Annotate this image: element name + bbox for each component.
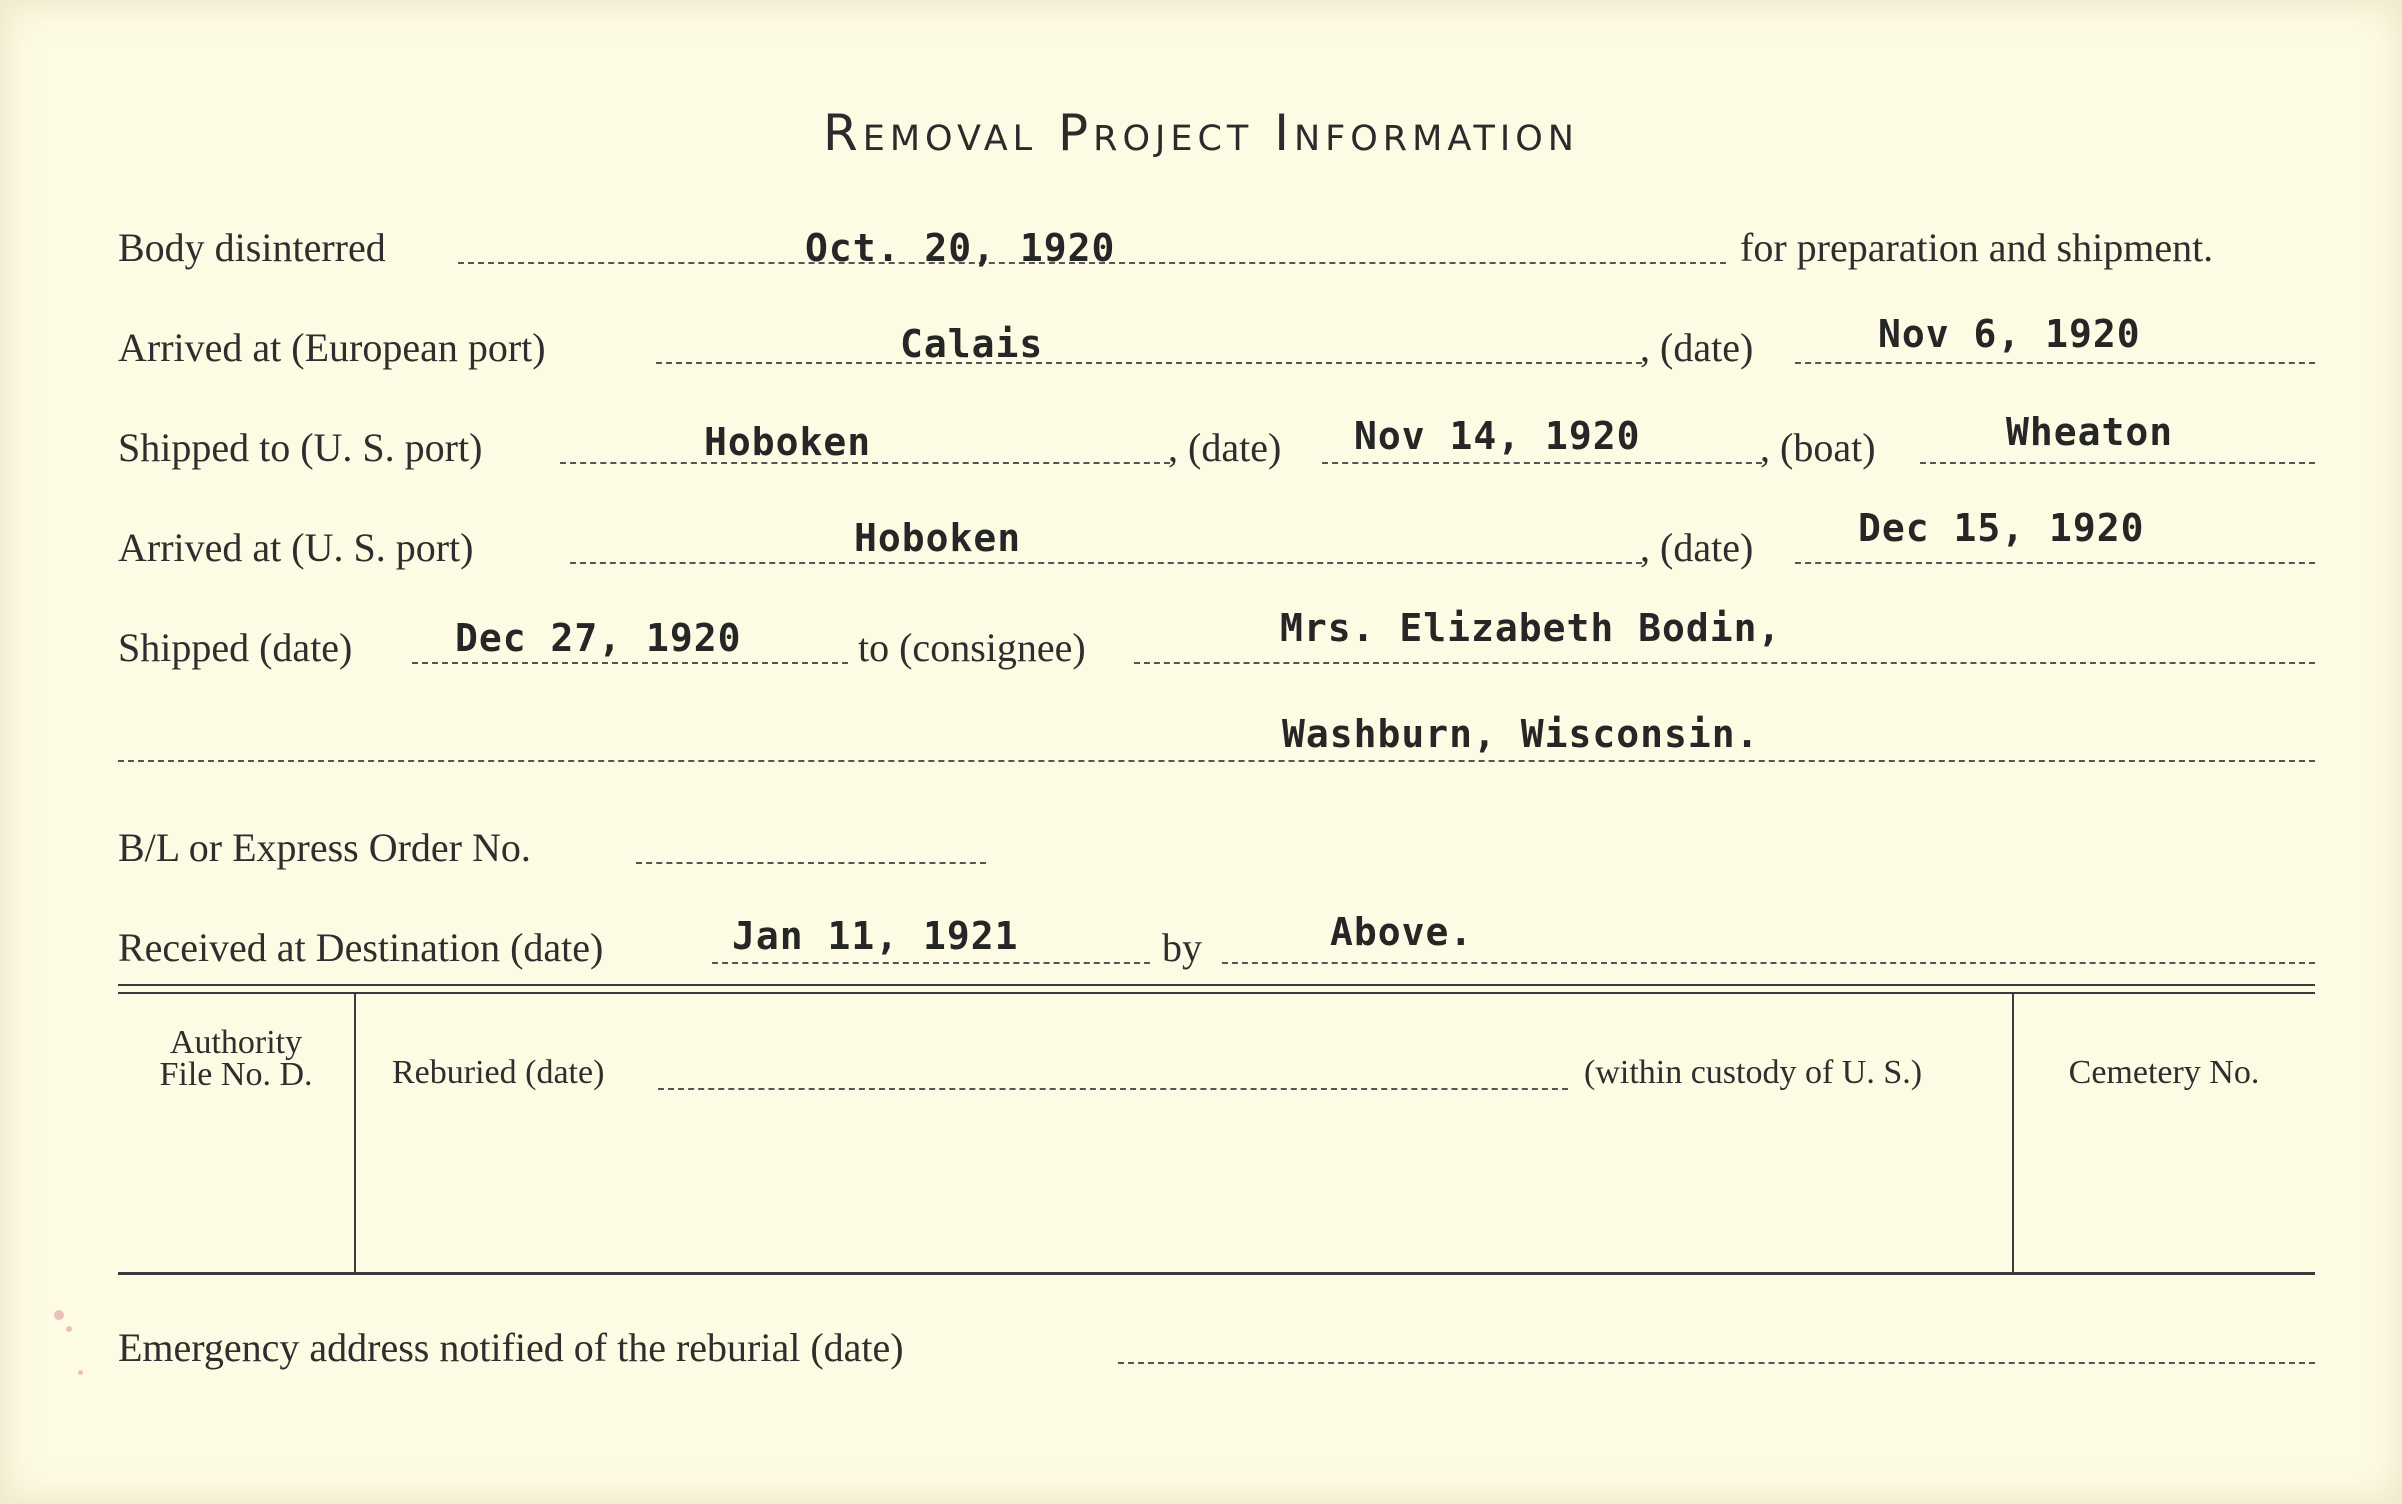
- shipped-date-value: Nov 14, 1920: [1354, 414, 1641, 458]
- us-arrived-date-value: Dec 15, 1920: [1858, 506, 2145, 550]
- us-arrived-date-label: , (date): [1640, 525, 1754, 570]
- box-top-rule-2: [118, 992, 2315, 994]
- received-destination-line: [712, 962, 1150, 964]
- received-by-label: by: [1162, 925, 1202, 970]
- ink-smudge: [54, 1310, 64, 1320]
- received-destination-label: Received at Destination (date): [118, 925, 604, 970]
- box-divider-left: [354, 994, 356, 1272]
- consignee-line-1: [1134, 662, 2315, 664]
- body-disinterred-label: Body disinterred: [118, 225, 386, 270]
- received-destination-value: Jan 11, 1921: [732, 914, 1019, 958]
- shipped-date-label-2: Shipped (date): [118, 625, 353, 670]
- body-disinterred-value: Oct. 20, 1920: [805, 226, 1116, 270]
- shipped-date-label: , (date): [1168, 425, 1282, 470]
- shipped-date-line: [1322, 462, 1762, 464]
- emergency-address-line: [1118, 1362, 2315, 1364]
- bl-order-label: B/L or Express Order No.: [118, 825, 531, 870]
- custody-label: (within custody of U. S.): [1584, 1054, 1923, 1091]
- european-port-value: Calais: [900, 322, 1044, 366]
- boat-value: Wheaton: [2006, 410, 2174, 454]
- authority-label-1: Authority: [169, 1024, 303, 1061]
- box-top-rule-1: [118, 984, 2315, 986]
- consignee-line-2: [118, 760, 2315, 762]
- us-port-shipped-label: Shipped to (U. S. port): [118, 425, 483, 470]
- boat-line: [1920, 462, 2315, 464]
- reburied-line: [658, 1088, 1568, 1090]
- boat-label: , (boat): [1760, 425, 1876, 470]
- us-port-arrived-label: Arrived at (U. S. port): [118, 525, 474, 570]
- shipped-date-value-2: Dec 27, 1920: [455, 616, 742, 660]
- european-date-value: Nov 6, 1920: [1878, 312, 2141, 356]
- us-port-arrived-line: [570, 562, 1642, 564]
- ink-smudge: [66, 1326, 72, 1332]
- cemetery-label: Cemetery No.: [2068, 1054, 2260, 1091]
- european-port-line: [656, 362, 1642, 364]
- us-arrived-date-line: [1795, 562, 2315, 564]
- european-port-label: Arrived at (European port): [118, 325, 546, 370]
- us-port-shipped-value: Hoboken: [704, 420, 872, 464]
- box-divider-right: [2012, 994, 2014, 1272]
- european-date-label: , (date): [1640, 325, 1754, 370]
- card-title: Removal Project Information: [823, 104, 1579, 162]
- ink-smudge: [78, 1370, 83, 1375]
- consignee-label: to (consignee): [858, 625, 1086, 670]
- bl-order-line: [636, 862, 986, 864]
- received-by-line: [1222, 962, 2315, 964]
- emergency-address-label: Emergency address notified of the reburial (date): [118, 1325, 904, 1370]
- consignee-name: Mrs. Elizabeth Bodin,: [1280, 606, 1782, 650]
- consignee-address: Washburn, Wisconsin.: [1282, 712, 1760, 756]
- authority-label-2: File No. D.: [159, 1056, 313, 1093]
- us-port-arrived-value: Hoboken: [854, 516, 1022, 560]
- shipment-suffix-label: for preparation and shipment.: [1740, 225, 2214, 270]
- shipped-date-line-2: [412, 662, 848, 664]
- received-by-value: Above.: [1330, 910, 1474, 954]
- box-bottom-rule: [118, 1272, 2315, 1275]
- european-date-line: [1795, 362, 2315, 364]
- reburied-label: Reburied (date): [392, 1054, 605, 1091]
